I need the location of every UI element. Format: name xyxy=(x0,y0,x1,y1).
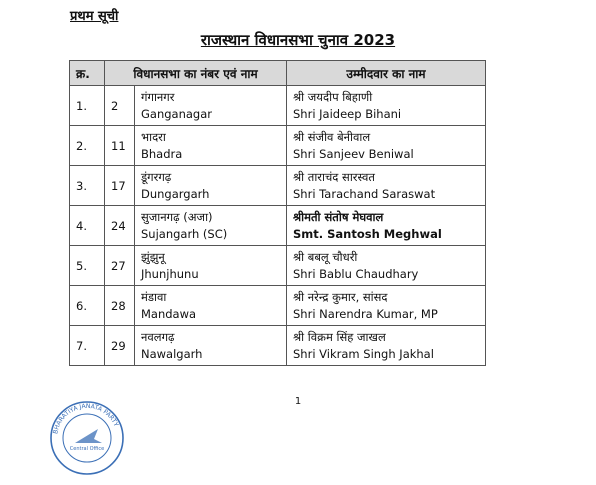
constituency-name-english: Mandawa xyxy=(141,307,197,321)
table-header-row xyxy=(70,61,486,86)
row-serial: 5. xyxy=(70,246,105,286)
constituency-number: 24 xyxy=(105,206,135,246)
candidate-name xyxy=(287,126,486,166)
candidate-name xyxy=(287,86,486,126)
candidate-name xyxy=(287,286,486,326)
table-row xyxy=(70,246,486,286)
constituency-number: 11 xyxy=(105,126,135,166)
table-row xyxy=(70,126,486,166)
candidate-name-english: Shri Tarachand Saraswat xyxy=(293,187,436,201)
constituency-name-english: Nawalgarh xyxy=(141,347,203,361)
table-row xyxy=(70,206,486,246)
candidate-name-english: Smt. Santosh Meghwal xyxy=(293,227,442,241)
candidate-name-hindi: श्री संजीव बेनीवाल xyxy=(293,130,371,144)
candidate-name-english: Shri Jaideep Bihani xyxy=(293,107,402,121)
row-serial: 1. xyxy=(70,86,105,126)
constituency-number: 29 xyxy=(105,326,135,366)
candidate-name xyxy=(287,246,486,286)
candidate-name-english: Shri Vikram Singh Jakhal xyxy=(293,347,434,361)
candidate-name-hindi: श्री जयदीप बिहाणी xyxy=(293,90,373,104)
header-constituency: विधानसभा का नंबर एवं नाम xyxy=(105,61,287,86)
constituency-number: 27 xyxy=(105,246,135,286)
row-serial: 3. xyxy=(70,166,105,206)
constituency-name xyxy=(135,166,287,206)
constituency-name xyxy=(135,286,287,326)
constituency-number: 2 xyxy=(105,86,135,126)
candidate-name-hindi: श्री नरेन्द्र कुमार, सांसद xyxy=(293,290,388,304)
page-number: 1 xyxy=(294,396,302,407)
constituency-name-english: Bhadra xyxy=(141,147,183,161)
constituency-number: 28 xyxy=(105,286,135,326)
constituency-name-hindi: गंगानगर xyxy=(141,90,175,104)
list-label: प्रथम सूची xyxy=(70,9,119,24)
candidate-name-hindi: श्री ताराचंद सारस्वत xyxy=(293,170,375,184)
header-serial: क्र. xyxy=(70,61,105,86)
constituency-name xyxy=(135,126,287,166)
candidate-name xyxy=(287,166,486,206)
candidate-name-hindi: श्रीमती संतोष मेघवाल xyxy=(293,210,384,224)
constituency-name-hindi: नवलगढ़ xyxy=(141,330,175,344)
candidate-name xyxy=(287,326,486,366)
document-title: राजस्थान विधानसभा चुनाव 2023 xyxy=(200,31,396,49)
candidate-name-english: Shri Narendra Kumar, MP xyxy=(293,307,438,321)
constituency-name-english: Jhunjhunu xyxy=(141,267,199,281)
candidate-name-english: Shri Sanjeev Beniwal xyxy=(293,147,414,161)
candidate-name-english: Shri Bablu Chaudhary xyxy=(293,267,419,281)
table-row xyxy=(70,86,486,126)
constituency-name-hindi: भादरा xyxy=(141,130,166,144)
row-serial: 2. xyxy=(70,126,105,166)
constituency-name xyxy=(135,86,287,126)
svg-text:Central Office: Central Office xyxy=(69,446,105,452)
candidate-name xyxy=(287,206,486,246)
constituency-name-hindi: झुंझुनू xyxy=(141,250,165,264)
candidate-name-hindi: श्री बबलू चौधरी xyxy=(293,250,358,264)
constituency-name-english: Ganganagar xyxy=(141,107,213,121)
constituency-name-english: Sujangarh (SC) xyxy=(141,227,228,241)
row-serial: 7. xyxy=(70,326,105,366)
table-row xyxy=(70,166,486,206)
table-row xyxy=(70,326,486,366)
constituency-name xyxy=(135,326,287,366)
svg-text:BHARATIYA JANATA PARTY: BHARATIYA JANATA PARTY xyxy=(52,402,120,435)
row-serial: 6. xyxy=(70,286,105,326)
candidate-name-hindi: श्री विक्रम सिंह जाखल xyxy=(293,330,386,344)
constituency-name-hindi: डूंगरगढ़ xyxy=(141,170,172,184)
constituency-name xyxy=(135,246,287,286)
constituency-name-english: Dungargarh xyxy=(141,187,210,201)
party-seal-stamp xyxy=(48,399,126,477)
row-serial: 4. xyxy=(70,206,105,246)
constituency-name xyxy=(135,206,287,246)
constituency-name-hindi: मंडावा xyxy=(141,290,167,304)
constituency-number: 17 xyxy=(105,166,135,206)
table-row xyxy=(70,286,486,326)
header-candidate: उम्मीदवार का नाम xyxy=(287,61,486,86)
candidate-table xyxy=(69,60,486,366)
constituency-name-hindi: सुजानगढ़ (अजा) xyxy=(141,210,213,224)
